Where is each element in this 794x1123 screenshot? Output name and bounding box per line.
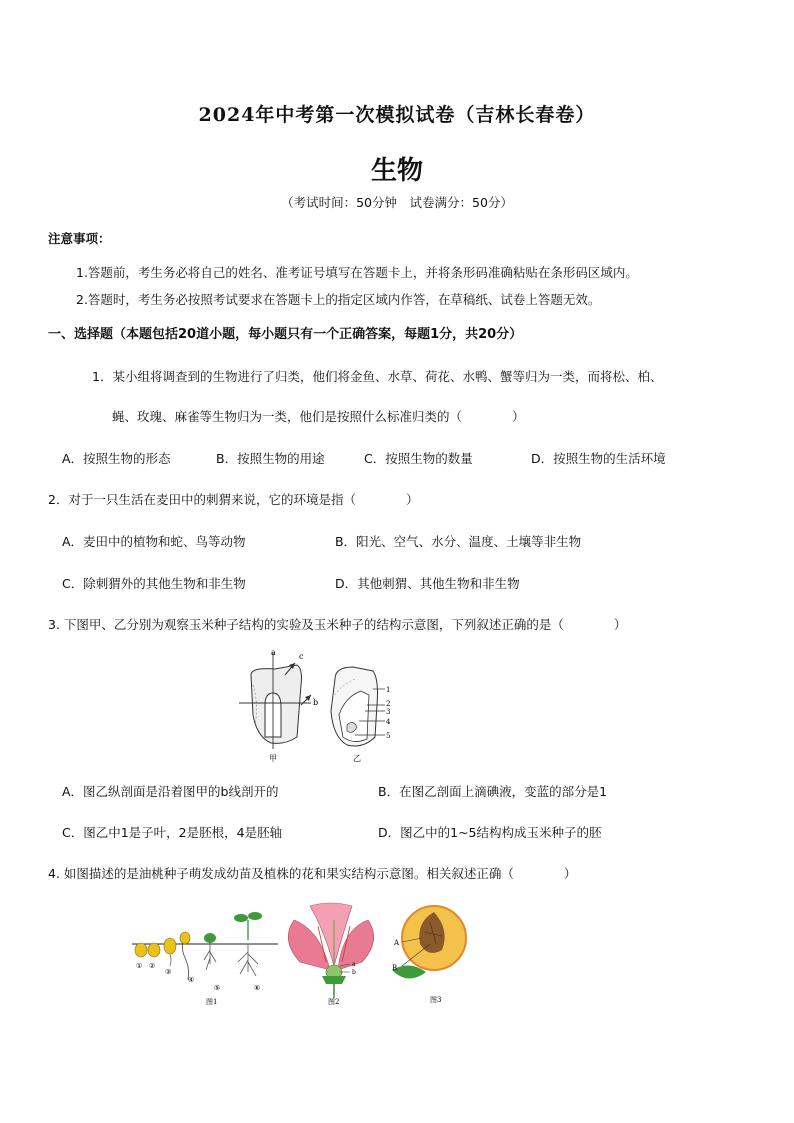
- q1-option-c: C．按照生物的数量: [364, 451, 473, 466]
- section-heading: 一、选择题（本题包括20道小题，每小题只有一个正确答案，每题1分，共20分）: [48, 327, 523, 342]
- corn-seed-yi: [331, 667, 391, 763]
- q2-option-d: D．其他刺猬、其他生物和非生物: [335, 576, 520, 591]
- fruit-label-A: A: [394, 939, 400, 947]
- peach-figure: [130, 900, 480, 1012]
- label-c: c: [299, 652, 304, 661]
- q3-option-d: D．图乙中的1~5结构构成玉米种子的胚: [378, 825, 602, 840]
- label-5: 5: [386, 732, 391, 740]
- flower-label-a: a: [352, 961, 356, 968]
- q1-option-a: A．按照生物的形态: [62, 451, 171, 466]
- label-2: 2: [386, 700, 391, 708]
- q2-option-a: A．麦田中的植物和蛇、鸟等动物: [62, 534, 246, 549]
- q1-option-b: B．按照生物的用途: [216, 451, 325, 466]
- label-b: b: [313, 698, 319, 707]
- q3-option-c: C．图乙中1是子叶，2是胚根，4是胚轴: [62, 825, 283, 840]
- stage-2: ②: [149, 962, 156, 970]
- stage-6: ⑥: [254, 984, 261, 992]
- q2-stem: 2．对于一只生活在麦田中的刺猬来说，它的环境是指（ ）: [48, 492, 419, 507]
- fig2-caption: 图2: [328, 998, 340, 1006]
- label-yi: 乙: [353, 754, 361, 763]
- q3-option-a: A．图乙纵剖面是沿着图甲的b线剖开的: [62, 784, 279, 799]
- fruit-figure: [392, 906, 466, 1004]
- stage-4: ④: [188, 976, 195, 984]
- corn-seed-figure: [235, 645, 395, 767]
- notice-item-1: 1.答题前，考生务必将自己的姓名、准考证号填写在答题卡上，并将条形码准确粘贴在条形码区域内。: [76, 265, 638, 280]
- q1-stem-line1: 1．某小组将调查到的生物进行了归类，他们将金鱼、水草、荷花、水鸭、蟹等归为一类，而将松、柏、: [92, 369, 663, 384]
- label-4: 4: [386, 718, 391, 726]
- exam-title: 2024年中考第一次模拟试卷（吉林长春卷）: [198, 104, 596, 126]
- stage-3: ③: [165, 968, 172, 976]
- label-a: a: [271, 648, 276, 657]
- q3-stem: 3. 下图甲、乙分别为观察玉米种子结构的实验及玉米种子的结构示意图，下列叙述正确的是（ ）: [48, 617, 627, 632]
- stage-5: ⑤: [214, 984, 221, 992]
- exam-meta: （考试时间：50分钟 试卷满分：50分）: [281, 195, 513, 210]
- label-jia: 甲: [269, 754, 277, 763]
- notice-item-2: 2.答题时，考生务必按照考试要求在答题卡上的指定区域内作答，在草稿纸、试卷上答题无效。: [76, 292, 601, 307]
- stage-1: ①: [136, 962, 143, 970]
- q2-option-b: B．阳光、空气、水分、温度、土壤等非生物: [335, 534, 582, 549]
- label-1: 1: [386, 686, 391, 694]
- germination-figure: [132, 912, 278, 1006]
- subject-title: 生物: [370, 156, 423, 186]
- fig3-caption: 图3: [430, 996, 442, 1004]
- q2-option-c: C．除刺猬外的其他生物和非生物: [62, 576, 246, 591]
- flower-label-b: b: [352, 969, 356, 976]
- q4-stem: 4. 如图描述的是油桃种子萌发成幼苗及植株的花和果实结构示意图。相关叙述正确（ ）: [48, 866, 577, 881]
- q3-option-b: B．在图乙剖面上滴碘液，变蓝的部分是1: [378, 784, 608, 799]
- fig1-caption: 图1: [206, 998, 218, 1006]
- q1-option-d: D．按照生物的生活环境: [531, 451, 666, 466]
- label-3: 3: [386, 708, 391, 716]
- notice-heading: 注意事项：: [48, 231, 111, 246]
- flower-figure: [288, 903, 374, 1006]
- corn-seed-jia: [239, 648, 318, 763]
- fruit-label-B: B: [392, 964, 398, 972]
- q1-stem-line2: 蝇、玫瑰、麻雀等生物归为一类，他们是按照什么标准归类的（ ）: [112, 409, 525, 424]
